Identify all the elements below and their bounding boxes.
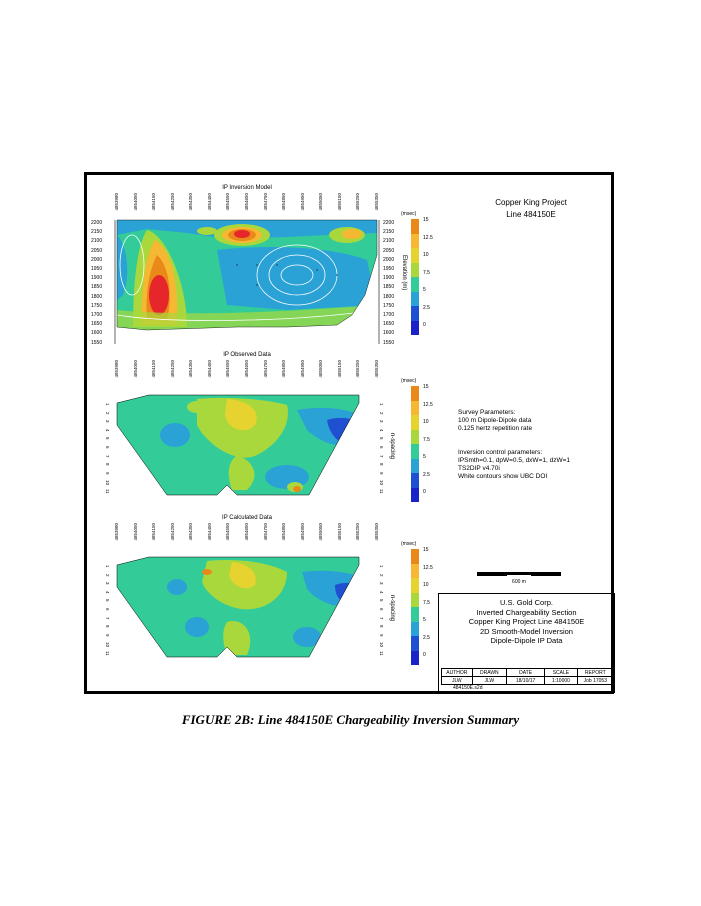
colorbar-swatch — [411, 636, 419, 651]
n-tick-label: 11 — [379, 489, 384, 494]
n-tick-label: 5 — [379, 599, 384, 602]
colorbar-tick-label: 15 — [423, 384, 429, 390]
model-elevation-left — [87, 220, 113, 350]
station-label: 4854250 — [169, 193, 175, 211]
survey-line-1: 100 m Dipole-Dipole data — [458, 417, 532, 424]
n-tick-label: 4 — [379, 590, 384, 594]
project-heading — [461, 197, 601, 221]
elevation-tick-label: 1600 — [91, 330, 103, 337]
n-tick-label: 4 — [105, 428, 110, 432]
colorbar-tick-label: 15 — [423, 547, 429, 553]
elevation-tick-label: 1950 — [383, 266, 395, 272]
value-report: Job 17053 — [577, 677, 613, 685]
n-tick-label: 5 — [379, 437, 384, 440]
elevation-tick-label: 2000 — [383, 256, 395, 263]
elevation-tick-label: 1750 — [91, 302, 103, 309]
station-label: 4854650 — [244, 523, 249, 541]
elevation-tick-label: 1650 — [91, 321, 103, 328]
n-tick-label: 3 — [379, 420, 384, 423]
station-label: 4854350 — [188, 193, 194, 211]
value-drawn: JLW — [472, 677, 506, 685]
project-line: Line 484150E — [506, 210, 556, 219]
n-tick-label: 9 — [105, 633, 110, 637]
inversion-heading: Inversion control parameters: — [458, 449, 543, 456]
colorbar-swatch — [411, 593, 419, 608]
station-label: 4854950 — [299, 523, 305, 541]
observed-n-left — [103, 403, 115, 503]
n-tick-label: 5 — [105, 437, 110, 440]
elevation-tick-label: 1700 — [383, 312, 395, 318]
n-tick-label: 1 — [379, 403, 384, 406]
n-tick-label: 7 — [379, 616, 384, 620]
n-tick-label: 9 — [379, 633, 384, 637]
colorbar-unit: (msec) — [401, 378, 417, 384]
title-block — [438, 593, 615, 693]
model-title: IP Inversion Model — [222, 185, 272, 191]
n-tick-label: 11 — [105, 489, 110, 494]
n-tick-label: 3 — [105, 420, 110, 423]
observed-pseudosection — [87, 385, 387, 505]
elevation-tick-label: 2050 — [383, 247, 395, 254]
elevation-tick-label: 2000 — [91, 256, 103, 263]
model-station-labels — [114, 193, 379, 215]
inversion-line-2: TS2DIP v4.70i — [458, 465, 500, 472]
n-tick-label: 1 — [379, 565, 384, 568]
station-label: 4854050 — [132, 360, 138, 378]
elevation-tick-label: 1600 — [383, 330, 395, 337]
colorbar-tick-label: 0 — [423, 652, 426, 659]
colorbar-tick-label: 5 — [423, 454, 426, 461]
colorbar-tick-label: 10 — [423, 582, 429, 589]
header-date: DATE — [507, 669, 545, 677]
station-label: 4855250 — [355, 360, 361, 378]
header-author: AUTHOR — [442, 669, 473, 677]
n-tick-label: 8 — [105, 463, 110, 466]
n-tick-label: 10 — [105, 642, 110, 648]
title-block-line-4: 2D Smooth-Model Inversion — [480, 626, 573, 636]
inversion-parameters — [458, 449, 613, 481]
n-tick-label: 10 — [379, 480, 384, 486]
title-block-table — [441, 668, 614, 685]
value-date: 18/10/17 — [507, 677, 545, 685]
colorbar-swatch — [411, 321, 419, 336]
colorbar-swatch — [411, 578, 419, 593]
calculated-pseudosection — [87, 547, 387, 667]
elevation-tick-label: 2050 — [91, 247, 103, 254]
elevation-tick-label: 1950 — [91, 266, 103, 272]
colorbar-unit: (msec) — [401, 541, 417, 547]
station-label: 4854050 — [132, 523, 138, 541]
n-spacing-label-calculated: n-spacing — [389, 595, 395, 622]
elevation-tick-label: 1900 — [91, 275, 103, 282]
elevation-tick-label: 1850 — [91, 284, 103, 291]
scale-bar-gap — [507, 575, 531, 577]
colorbar-swatch — [411, 444, 419, 459]
colorbar-swatch — [411, 401, 419, 416]
elevation-tick-label: 2150 — [91, 229, 103, 236]
colorbar-unit: (msec) — [401, 211, 417, 217]
colorbar-swatch — [411, 488, 419, 503]
elevation-tick-label: 1800 — [91, 293, 103, 300]
station-label: 4855150 — [336, 360, 342, 378]
elevation-tick-label: 1800 — [383, 293, 395, 300]
station-label: 4853980 — [114, 193, 119, 211]
station-label: 4854550 — [225, 360, 231, 378]
station-label: 4855350 — [374, 523, 379, 541]
station-label: 4855250 — [355, 193, 361, 211]
colorbar-tick-label: 2.5 — [423, 471, 430, 478]
header-drawn: DRAWN — [472, 669, 506, 677]
title-block-line-3: Copper King Project Line 484150E — [468, 617, 585, 626]
figure-caption: FIGURE 2B: Line 484150E Chargeability Inversion Summary — [181, 712, 520, 727]
station-label: 4854850 — [281, 523, 287, 541]
n-tick-label: 7 — [379, 454, 384, 458]
n-tick-label: 11 — [379, 651, 384, 656]
station-label: 4854950 — [299, 193, 305, 211]
station-label: 4854150 — [151, 523, 157, 541]
n-tick-label: 9 — [379, 471, 384, 475]
colorbar-swatch — [411, 292, 419, 307]
station-label: 4855050 — [318, 523, 324, 541]
calculated-station-labels — [114, 523, 379, 545]
station-label: 4854550 — [225, 193, 231, 211]
colorbar-tick-label: 0 — [423, 489, 426, 496]
elevation-tick-label: 2200 — [91, 220, 103, 226]
station-label: 4854750 — [262, 523, 268, 541]
observed-station-labels — [114, 360, 379, 382]
n-tick-label: 8 — [379, 463, 384, 466]
station-label: 4854450 — [206, 360, 212, 378]
n-tick-label: 9 — [105, 471, 110, 475]
colorbar-tick-label: 0 — [423, 322, 426, 329]
n-tick-label: 2 — [105, 573, 110, 577]
survey-line-2: 0.125 hertz repetition rate — [458, 425, 533, 432]
survey-parameters — [458, 409, 608, 433]
survey-heading: Survey Parameters: — [458, 409, 516, 416]
station-label: 4854650 — [244, 193, 249, 211]
colorbar-swatch — [411, 277, 419, 292]
n-tick-label: 2 — [379, 411, 384, 415]
station-label: 4855350 — [374, 193, 379, 211]
title-block-header-row — [442, 669, 614, 677]
station-label: 4854950 — [299, 360, 305, 378]
elevation-tick-label: 1650 — [383, 321, 395, 328]
n-tick-label: 8 — [379, 625, 384, 628]
colorbar-swatch — [411, 306, 419, 321]
colorbar-swatch — [411, 459, 419, 474]
inversion-line-3: White contours show UBC DOI — [458, 473, 548, 480]
observed-title: IP Observed Data — [223, 352, 271, 358]
colorbar-tick-label: 10 — [423, 252, 429, 259]
colorbar-swatch — [411, 473, 419, 488]
station-label: 4855250 — [355, 523, 361, 541]
calculated-n-right — [377, 565, 389, 665]
colorbar-tick-label: 7.5 — [423, 269, 430, 276]
colorbar-swatch — [411, 622, 419, 637]
station-label: 4854250 — [169, 523, 175, 541]
n-tick-label: 6 — [105, 446, 110, 449]
colorbar-swatch — [411, 430, 419, 445]
title-block-line-2: Inverted Chargeability Section — [476, 607, 577, 617]
elevation-tick-label: 1750 — [383, 302, 395, 309]
colorbar-tick-label: 5 — [423, 617, 426, 624]
title-block-file: 484150E.s2d — [453, 685, 483, 691]
figure-frame — [84, 172, 614, 694]
station-label: 4854350 — [188, 523, 194, 541]
n-tick-label: 5 — [105, 599, 110, 602]
n-tick-label: 2 — [105, 411, 110, 415]
colorbar-swatch — [411, 607, 419, 622]
colorbar-swatch — [411, 263, 419, 278]
colorbar-swatch — [411, 248, 419, 263]
n-tick-label: 7 — [105, 616, 110, 620]
colorbar-tick-label: 2.5 — [423, 304, 430, 311]
station-label: 4855050 — [318, 360, 324, 378]
station-label: 4854150 — [151, 193, 157, 211]
station-label: 4855050 — [318, 193, 324, 211]
n-tick-label: 11 — [105, 651, 110, 656]
colorbar-swatch — [411, 415, 419, 430]
elevation-tick-label: 2150 — [383, 229, 395, 236]
n-tick-label: 10 — [379, 642, 384, 648]
colorbar-swatch — [411, 549, 419, 564]
elevation-tick-label: 2100 — [383, 238, 395, 245]
n-tick-label: 6 — [105, 608, 110, 611]
n-tick-label: 3 — [379, 582, 384, 585]
station-label: 4854050 — [132, 193, 138, 211]
colorbar-tick-label: 12.5 — [423, 401, 433, 408]
station-label: 4854350 — [188, 360, 194, 378]
station-label: 4854850 — [281, 360, 287, 378]
station-label: 4854150 — [151, 360, 157, 378]
station-label: 4854450 — [206, 193, 212, 211]
colorbar-tick-label: 10 — [423, 419, 429, 426]
n-tick-label: 7 — [105, 454, 110, 458]
colorbar-tick-label: 12.5 — [423, 234, 433, 241]
colorbar-tick-label: 7.5 — [423, 436, 430, 443]
colorbar-swatch — [411, 651, 419, 666]
project-title: Copper King Project — [495, 198, 567, 207]
elevation-tick-label: 2100 — [91, 238, 103, 245]
colorbar-tick-label: 15 — [423, 217, 429, 223]
n-tick-label: 8 — [105, 625, 110, 628]
colorbar-swatch — [411, 564, 419, 579]
station-label: 4853980 — [114, 523, 119, 541]
title-block-line-1: U.S. Gold Corp. — [500, 598, 553, 607]
station-label: 4855350 — [374, 360, 379, 378]
colorbar-tick-label: 2.5 — [423, 634, 430, 641]
header-scale: SCALE — [545, 669, 577, 677]
elevation-tick-label: 1900 — [383, 275, 395, 282]
calculated-n-left — [103, 565, 115, 665]
title-block-value-row — [442, 677, 614, 685]
elevation-tick-label: 1550 — [91, 339, 103, 346]
elevation-axis-label: Elevation (m) — [401, 255, 407, 291]
elevation-tick-label: 1850 — [383, 284, 395, 291]
n-tick-label: 1 — [105, 403, 110, 406]
station-label: 4855150 — [336, 523, 342, 541]
colorbar-swatch — [411, 386, 419, 401]
colorbar-tick-label: 7.5 — [423, 599, 430, 606]
n-tick-label: 2 — [379, 573, 384, 577]
n-spacing-label-observed: n-spacing — [389, 433, 395, 460]
colorbar-swatch — [411, 234, 419, 249]
scale-bar-label: 600 m — [512, 579, 526, 585]
station-label: 4854850 — [281, 193, 287, 211]
n-tick-label: 1 — [105, 565, 110, 568]
n-tick-label: 4 — [105, 590, 110, 594]
calculated-title: IP Calculated Data — [222, 515, 272, 521]
observed-n-right — [377, 403, 389, 503]
colorbar-tick-label: 5 — [423, 287, 426, 294]
title-block-text — [439, 598, 614, 646]
n-tick-label: 4 — [379, 428, 384, 432]
colorbar-tick-label: 12.5 — [423, 564, 433, 571]
colorbar-swatch — [411, 219, 419, 234]
station-label: 4854250 — [169, 360, 175, 378]
title-block-line-5: Dipole-Dipole IP Data — [490, 636, 563, 645]
n-tick-label: 6 — [379, 446, 384, 449]
header-report: REPORT — [577, 669, 613, 677]
station-label: 4854450 — [206, 523, 212, 541]
station-label: 4854550 — [225, 523, 231, 541]
station-label: 4854750 — [262, 360, 268, 378]
elevation-tick-label: 1700 — [91, 312, 103, 318]
value-author: JLW — [442, 677, 473, 685]
n-tick-label: 10 — [105, 480, 110, 486]
n-tick-label: 3 — [105, 582, 110, 585]
station-label: 4854750 — [262, 193, 268, 211]
elevation-tick-label: 1550 — [383, 339, 395, 346]
station-label: 4853980 — [114, 360, 119, 378]
model-section — [87, 215, 417, 350]
station-label: 4855150 — [336, 193, 342, 211]
station-label: 4854650 — [244, 360, 249, 378]
inversion-line-1: IPSmth=0.1, dpW=0.5, dxW=1, dzW=1 — [458, 457, 570, 464]
n-tick-label: 6 — [379, 608, 384, 611]
value-scale: 1:10000 — [545, 677, 577, 685]
elevation-tick-label: 2200 — [383, 220, 395, 226]
